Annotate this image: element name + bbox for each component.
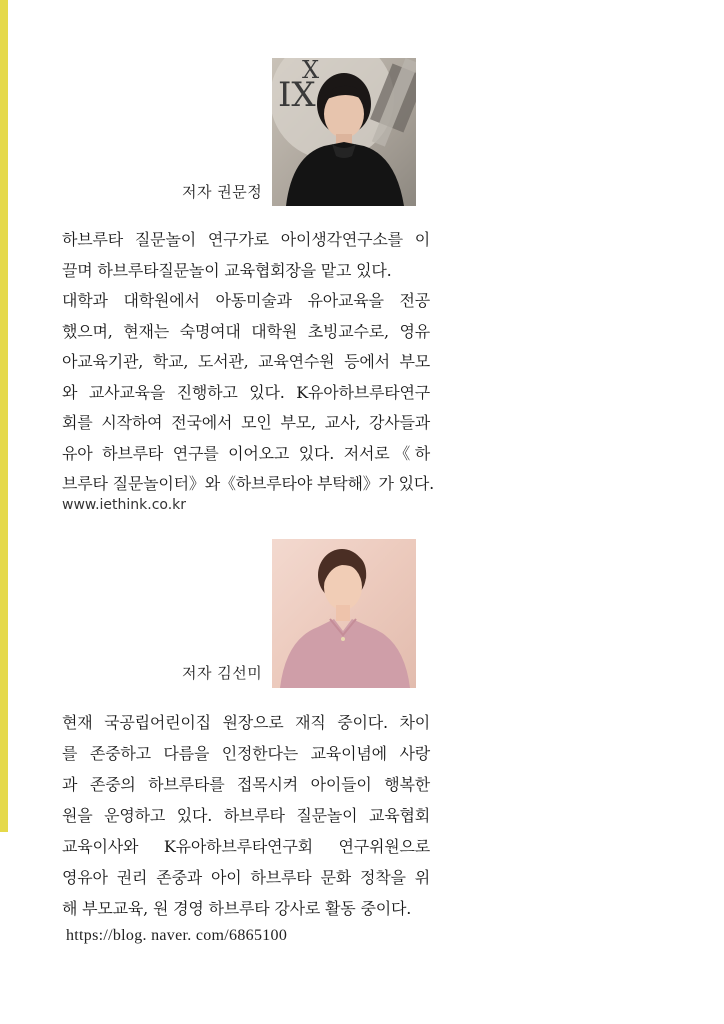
- bio-line: 회를 시작하여 전국에서 모인 부모, 교사, 강사들과: [62, 413, 430, 432]
- bio-line: 하브루타 질문놀이 연구가로 아이생각연구소를 이: [62, 230, 430, 249]
- bio-line: 유아 하브루타 연구를 이어오고 있다. 저서로《하: [62, 443, 430, 463]
- author2-bio: [62, 707, 430, 924]
- accent-side-bar: [0, 0, 8, 832]
- author2-photo: [272, 539, 416, 688]
- author2-caption: 저자 김선미: [182, 664, 263, 682]
- bio-line: 와 교사교육을 진행하고 있다. K유아하브루타연구: [62, 382, 430, 402]
- author-portrait-kim-icon: [272, 539, 416, 688]
- bio-line: 브루타 질문놀이터》와《하브루타야 부탁해》가 있다.: [62, 474, 435, 493]
- bio-line: 교육이사와 K유아하브루타연구회 연구위원으로: [62, 837, 430, 856]
- author1-photo: [272, 58, 416, 206]
- bio-line: 했으며, 현재는 숙명여대 대학원 초빙교수로, 영유: [62, 321, 430, 341]
- bio-line: 현재 국공립어린이집 원장으로 재직 중이다. 차이: [62, 713, 430, 732]
- author2-blog-link[interactable]: https://blog. naver. com/6865100: [66, 927, 288, 944]
- author1-bio: [62, 225, 435, 500]
- bio-line: 영유아 권리 존중과 아이 하브루타 문화 정착을 위: [62, 868, 430, 887]
- bio-line: 원을 운영하고 있다. 하브루타 질문놀이 교육협회: [62, 806, 430, 825]
- bio-line: 해 부모교육, 원 경영 하브루타 강사로 활동 중이다.: [62, 899, 412, 918]
- bio-line: 끌며 하브루타질문놀이 교육협회장을 맡고 있다.: [62, 260, 392, 280]
- author1-website-link[interactable]: www.iethink.co.kr: [62, 497, 187, 513]
- svg-text:IX: IX: [278, 75, 316, 115]
- author-portrait-kwon-icon: [272, 58, 416, 206]
- bio-line: 과 존중의 하브루타를 접목시켜 아이들이 행복한: [62, 775, 430, 794]
- bio-line: 를 존중하고 다름을 인정한다는 교육이념에 사랑: [62, 744, 430, 763]
- bio-line: 아교육기관, 학교, 도서관, 교육연수원 등에서 부모: [62, 352, 430, 371]
- svg-text:X: X: [302, 58, 320, 84]
- bio-line: 대학과 대학원에서 아동미술과 유아교육을 전공: [62, 291, 430, 310]
- author1-caption: 저자 권문정: [182, 183, 263, 201]
